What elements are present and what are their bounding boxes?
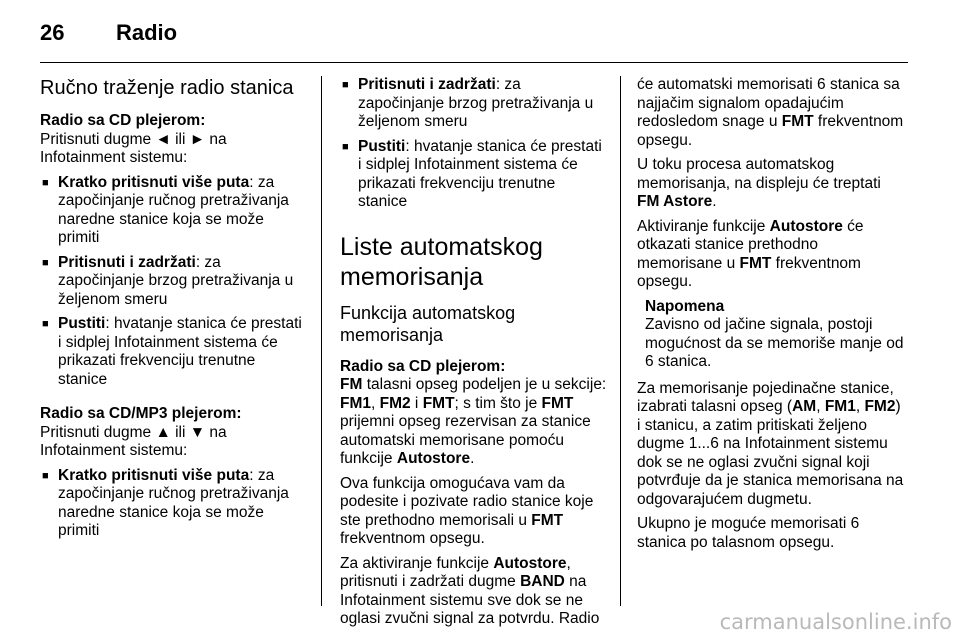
list-item: ■ Kratko pritisnuti više puta: za započinjanje ručnog pretraživanja naredne stanice koja se može primiti [40, 467, 308, 541]
note-title: Napomena [645, 297, 725, 315]
section-heading: Liste automatskog memorisanja [340, 232, 543, 291]
paragraph: U toku procesa automatskog memorisanja, na displeju će treptati FM Astore. [637, 156, 881, 210]
list-item: ■ Pritisnuti i zadržati: za započinjanje brzog pretraživanja u željenom smeru [340, 76, 608, 132]
column-3 [637, 76, 905, 558]
subsection-title: Radio sa CD plejerom: [340, 357, 506, 375]
subsection-heading: Funkcija automatskog memorisanja [340, 302, 516, 345]
paragraph: Ova funkcija omogućava vam da podesite i pozivate radio stanice koje ste prethodno memorisali u FMT frekventnom opsegu. [340, 474, 594, 547]
paragraph: Ukupno je moguće memorisati 6 stanica po talasnom opsegu. [637, 515, 860, 551]
subsection-title: Radio sa CD/MP3 plejerom: [40, 405, 242, 422]
paragraph: FM talasni opseg podeljen je u sekcije: FM1, FM2 i FMT; s tim što je FMT prijemni opseg rezervisan za stanice automatski memorisane pomoću funkcije Autostore. [340, 376, 607, 467]
page-header [40, 18, 908, 63]
note-text: Zavisno od jačine signala, postoji mogućnost da se memoriše manje od 6 stanica. [645, 316, 904, 370]
section-heading: Ručno traženje radio stanica [40, 77, 294, 99]
paragraph: Za aktiviranje funkcije Autostore, pritisnuti i zadržati dugme BAND na Infotainment sistemu sve dok se ne oglasi zvučni signal za potvrdu. Radio [340, 554, 600, 627]
bullet-list [40, 467, 308, 541]
list-item: ■ Pritisnuti i zadržati: za započinjanje brzog pretraživanja u željenom smeru [40, 254, 308, 310]
note-box [637, 298, 905, 372]
column-1 [40, 76, 308, 547]
list-item: ■ Kratko pritisnuti više puta: za započinjanje ručnog pretraživanja naredne stanice koja se može primiti [40, 174, 308, 248]
paragraph: Pritisnuti dugme ◄ ili ► na Infotainment sistemu: [40, 130, 227, 166]
subsection-title: Radio sa CD plejerom: [40, 112, 206, 129]
bullet-list [340, 76, 608, 212]
column-divider [321, 76, 322, 606]
chapter-title: Radio [116, 20, 178, 45]
list-item: ■ Pustiti: hvatanje stanica će prestati i sidplej Infotainment sistema će prikazati frekvenciju trenutne stanice [340, 138, 608, 212]
paragraph: Za memorisanje pojedinačne stanice, izabrati talasni opseg (AM, FM1, FM2) i stanicu, a zatim pritiskati željeno dugme 1...6 na Infotainment sistemu dok se ne oglasi zvučni signal koji potvrđuje da je stanica memorisana na odgovarajućem dugmetu. [637, 379, 904, 508]
paragraph: Aktiviranje funkcije Autostore će otkazati stanice prethodno memorisane u FMT frekventnom opsegu. [637, 217, 864, 290]
paragraph: će automatski memorisati 6 stanica sa najjačim signalom opadajućim redosledom snage u FMT frekventnom opsegu. [637, 76, 904, 149]
column-2 [340, 76, 608, 635]
paragraph: Pritisnuti dugme ▲ ili ▼ na Infotainment sistemu: [40, 423, 227, 459]
column-divider [620, 76, 621, 606]
bullet-list [40, 174, 308, 390]
page-number: 26 [40, 20, 65, 45]
watermark: carmanualsonline.info [719, 610, 952, 634]
list-item: ■ Pustiti: hvatanje stanica će prestati i sidplej Infotainment sistema će prikazati frekvenciju trenutne stanice [40, 315, 308, 389]
